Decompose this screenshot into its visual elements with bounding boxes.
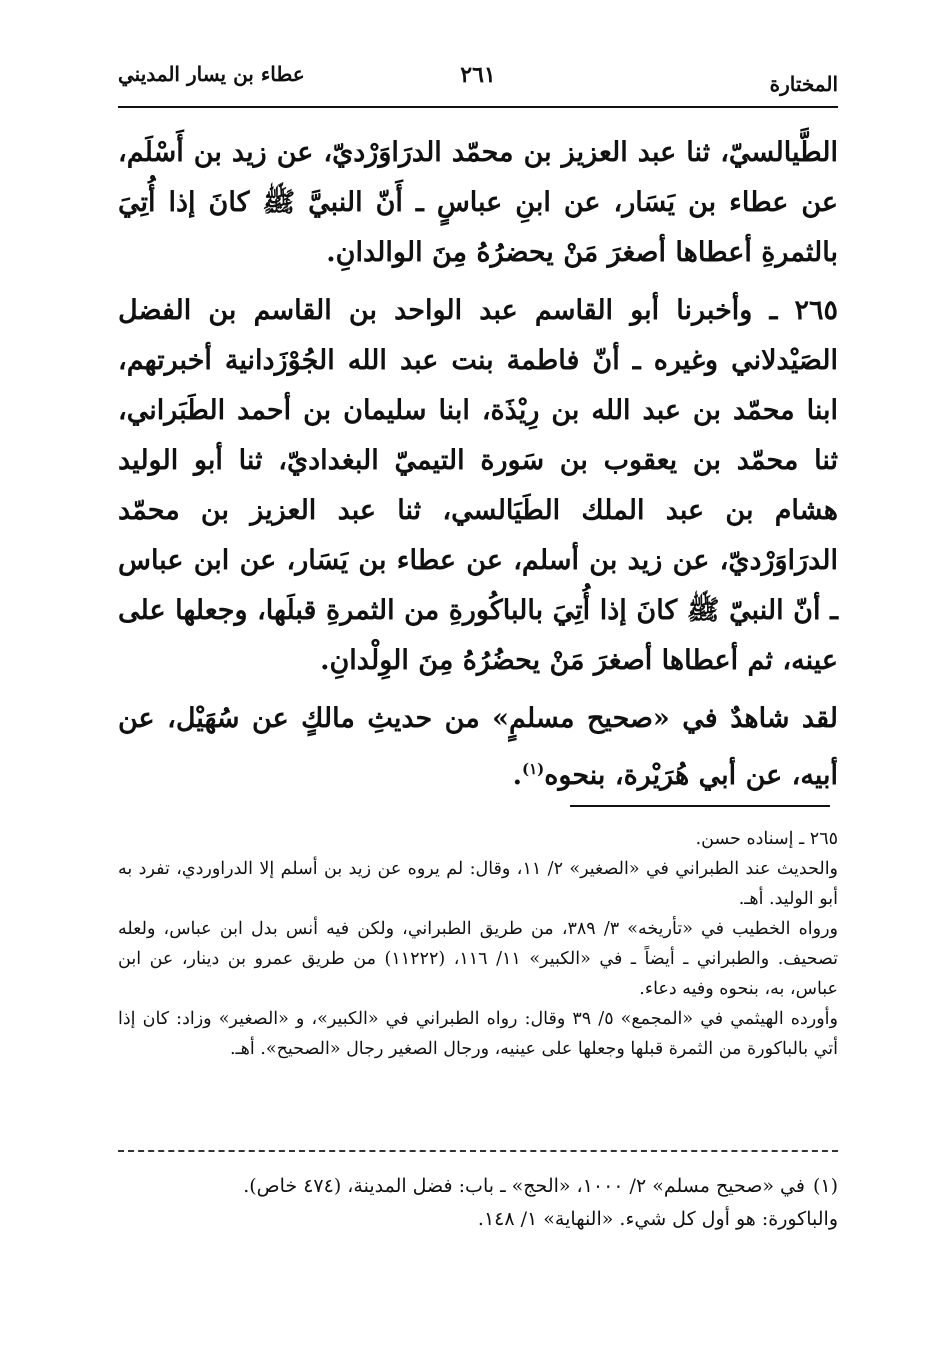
witness-text: لقد شاهدٌ في «صحيح مسلمٍ» من حديثِ مالكٍ عن سُهَيْل، عن أبيه، عن أبي هُرَيْرة، بنحوه bbox=[118, 703, 838, 791]
footnote-2: والباكورة: هو أول كل شيء. «النهاية» ١/ ١٤٨. bbox=[477, 1208, 838, 1230]
footnote-divider bbox=[118, 1150, 838, 1152]
note-isnad: ٢٦٥ ـ إسناده حسن. bbox=[695, 829, 838, 849]
footnotes bbox=[118, 1170, 838, 1236]
note-haythami: وأورده الهيثمي في «المجمع» ٥/ ٣٩ وقال: رواه الطبراني في «الكبير»، و «الصغير» وزاد: كان إذا أتي بالباكورة من الثمرة قبلها وجعلها على عينيه، ورجال الصغير رجال «الصحيح». أهـ. bbox=[118, 1009, 838, 1059]
footnote-ref[interactable]: (١) bbox=[521, 760, 545, 778]
main-text bbox=[118, 128, 838, 809]
footnote-1 bbox=[118, 1170, 838, 1203]
paragraph-1: الطَّيالسيّ، ثنا عبد العزيز بن محمّد الدرَاوَرْديّ، عن زيد بن أَسْلَم، عن عطاء بن يَسَار، عن ابنِ عباسٍ ـ أَنّ النبيَّ ﷺ كانَ إذا أُتِيَ بالثمرةِ أعطاها أصغرَ مَنْ يحضرُهُ مِنَ الوالدانِ. bbox=[118, 137, 838, 268]
section-title: المختارة bbox=[769, 72, 838, 96]
notes-divider bbox=[570, 805, 830, 807]
paragraph-witness bbox=[118, 694, 838, 801]
paragraph-265 bbox=[118, 286, 838, 686]
hadith-text: ـ وأخبرنا أبو القاسم عبد الواحد بن القاسم بن الفضل الصَيْدلاني وغيره ـ أنّ فاطمة بنت عبد الله الجُوْزَدانية أخبرتهم، ابنا محمّد بن عبد الله بن رِيْذَة، ابنا سليمان بن أحمد الطَبَراني، ثنا محمّد بن يعقوب بن سَورة التيميّ البغداديّ، ثنا أبو الوليد هشام بن عبد الملك الطَيَالسي، ثنا عبد العزيز بن محمّد الدرَاوَرْديّ، عن زيد بن أسلم، عن عطاء بن يَسَار، عن ابن عباس ـ أنّ النبيّ ﷺ كانَ إذا أُتِيَ بالباكُورةِ من الثمرةِ قبلَها، وجعلها على عينه، ثم أعطاها أصغرَ مَنْ يحضُرُهُ مِنَ الوِلْدانِ. bbox=[118, 295, 838, 676]
running-header bbox=[118, 62, 838, 102]
note-tabarani: والحديث عند الطبراني في «الصغير» ٢/ ١١، وقال: لم يروه عن زيد بن أسلم إلا الدراوردي، تفرد به أبو الوليد. أهـ. bbox=[118, 859, 839, 909]
hadith-number: ٢٦٥ bbox=[794, 295, 838, 326]
note-khatib: ورواه الخطيب في «تأريخه» ٣/ ٣٨٩، من طريق الطبراني، ولكن فيه أنس بدل ابن عباس، ولعله تصحيف. والطبراني ـ أيضاً ـ في «الكبير» ١١/ ١١٦، (١١٢٢٢) من طريق عمرو بن دينار، عن ابن عباس، به، بنحوه وفيه دعاء. bbox=[118, 919, 839, 999]
footnote-label: (١) bbox=[812, 1175, 838, 1197]
editor-notes bbox=[118, 824, 838, 1064]
page-number: ٢٦١ bbox=[460, 62, 496, 88]
footnote-1-text: في «صحيح مسلم» ٢/ ١٠٠٠، «الحج» ـ باب: فضل المدينة، (٤٧٤ خاص). bbox=[243, 1175, 805, 1197]
chapter-title: عطاء بن يسار المديني bbox=[118, 62, 305, 86]
witness-end: . bbox=[512, 760, 522, 791]
header-divider bbox=[118, 106, 838, 108]
